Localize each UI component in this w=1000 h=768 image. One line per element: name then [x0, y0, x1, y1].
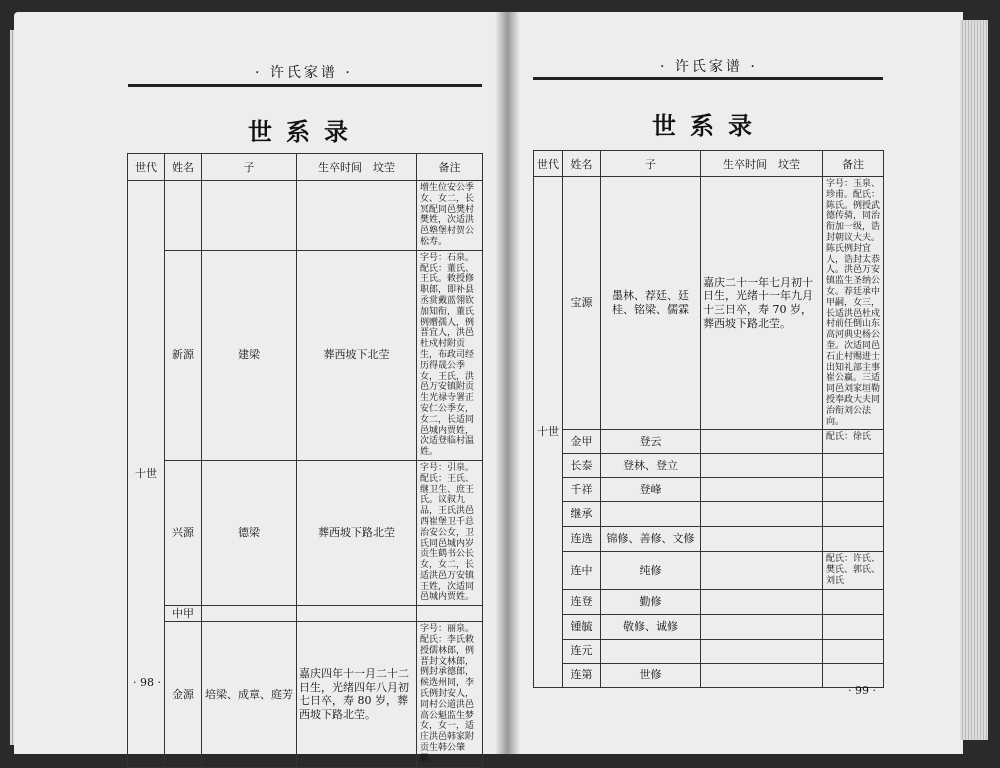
column-header: 姓名 — [165, 154, 202, 181]
page-edges-right — [960, 20, 988, 740]
note-cell — [823, 639, 884, 663]
name-cell: 宝源 — [563, 177, 601, 430]
sons-cell: 敬修、诚修 — [601, 614, 701, 639]
name-cell: 继承 — [563, 502, 601, 527]
note-cell — [823, 454, 884, 478]
table-row — [534, 663, 884, 687]
sons-cell: 纯修 — [601, 552, 701, 589]
table-row — [534, 454, 884, 478]
table-row — [534, 177, 884, 430]
name-cell: 连第 — [563, 663, 601, 687]
name-cell: 连元 — [563, 639, 601, 663]
life-cell — [701, 589, 823, 614]
table-row — [534, 614, 884, 639]
life-cell: 葬西坡下路北茔 — [297, 460, 417, 605]
life-cell — [701, 552, 823, 589]
table-row — [534, 430, 884, 454]
table-row — [534, 502, 884, 527]
column-header: 子 — [202, 154, 297, 181]
sons-cell: 培梁、成章、庭芳 — [202, 622, 297, 767]
note-cell: 配氏：许氏、樊氏、郭氏、刘氏 — [823, 552, 884, 589]
right-running-header: · 许氏家谱 · — [660, 59, 758, 75]
name-cell: 千祥 — [563, 478, 601, 502]
sons-cell: 墨林、荐廷、廷桂、铭梁、儒霖 — [601, 177, 701, 430]
name-cell: 锺毓 — [563, 614, 601, 639]
column-header: 子 — [601, 151, 701, 177]
left-lineage-table — [127, 153, 483, 768]
sons-cell: 登峰 — [601, 478, 701, 502]
sons-cell — [601, 502, 701, 527]
note-cell — [823, 589, 884, 614]
sons-cell — [601, 639, 701, 663]
life-cell — [701, 454, 823, 478]
table-row — [128, 250, 483, 460]
life-cell: 嘉庆二十一年七月初十日生，光绪十一年九月十三日卒，寿 70 岁，葬西坡下路北茔。 — [701, 177, 823, 430]
sons-cell: 世修 — [601, 663, 701, 687]
sons-cell: 德梁 — [202, 460, 297, 605]
right-page-title: 世系录 — [652, 111, 766, 140]
life-cell — [701, 527, 823, 552]
left-page-title: 世系录 — [248, 117, 362, 146]
table-row — [534, 639, 884, 663]
name-cell: 中甲 — [165, 606, 202, 622]
note-cell — [823, 614, 884, 639]
life-cell — [701, 502, 823, 527]
book-gutter — [495, 12, 520, 754]
name-cell: 连登 — [563, 589, 601, 614]
sons-cell — [202, 181, 297, 251]
note-cell: 增生位安公季女、女二，长冥配同邑樊村樊姓，次适洪邑塾堡村贺公松寿。 — [417, 181, 483, 251]
name-cell: 金甲 — [563, 430, 601, 454]
note-cell: 配氏：徐氏 — [823, 430, 884, 454]
column-header: 备注 — [417, 154, 483, 181]
life-cell — [701, 663, 823, 687]
note-cell — [823, 527, 884, 552]
column-header: 备注 — [823, 151, 884, 177]
table-row — [534, 527, 884, 552]
life-cell: 嘉庆四年十一月二十二日生，光绪四年八月初七日卒，寿 80 岁，葬西坡下路北茔。 — [297, 622, 417, 767]
column-header: 世代 — [534, 151, 563, 177]
life-cell — [701, 614, 823, 639]
name-cell: 长泰 — [563, 454, 601, 478]
sons-cell: 登云 — [601, 430, 701, 454]
sons-cell: 建梁 — [202, 250, 297, 460]
life-cell — [701, 430, 823, 454]
table-row — [128, 622, 483, 767]
name-cell — [165, 181, 202, 251]
table-row — [534, 589, 884, 614]
generation-cell: 十世 — [534, 177, 563, 688]
note-cell: 字号：丽泉。配氏：李氏敕授儒林郎，例晋封文林郎，例封承德郎，候选州同，李氏例封安人，同村公道洪邑高公魁监生梦女，女一，适庄洪邑韩家附贡生韩公肇鹏。 — [417, 622, 483, 767]
generation-cell: 十世 — [128, 181, 165, 768]
left-page-number: · 98 · — [133, 676, 161, 689]
life-cell: 葬西坡下北茔 — [297, 250, 417, 460]
table-row — [534, 552, 884, 589]
left-header-rule — [128, 84, 482, 87]
sons-cell: 锦修、善修、文修 — [601, 527, 701, 552]
life-cell — [297, 181, 417, 251]
column-header: 世代 — [128, 154, 165, 181]
name-cell: 连中 — [563, 552, 601, 589]
note-cell — [417, 606, 483, 622]
sons-cell — [202, 606, 297, 622]
name-cell: 兴源 — [165, 460, 202, 605]
note-cell: 字号：玉泉、珍甫。配氏：陈氏。例授武德传骑，同治衔加一级，诰封朝议大夫。陈氏例封宜人，诰封太恭人。洪邑万安镇监生圣纳公女。荐廷承中甲嗣，女三，长适洪邑杜戍村前任倒山东高河典史杨公奎。次适同邑石止村赐进士出知礼部主事崔公赢。三适同邑刘家垣勒授奉政大夫同治衔刘公法向。 — [823, 177, 884, 430]
note-cell: 字号：引泉。配氏：王氏、继卫生、庶王氏。议叙九品，王氏洪邑西崔堡卫千总治安公女，卫氏同邑城内岁贡生鹤书公长女，女二，长适洪邑万安镇王姓，次适同邑城内贾姓。 — [417, 460, 483, 605]
table-row — [128, 460, 483, 605]
name-cell: 新源 — [165, 250, 202, 460]
column-header: 姓名 — [563, 151, 601, 177]
name-cell: 连选 — [563, 527, 601, 552]
name-cell: 金源 — [165, 622, 202, 767]
sons-cell: 勤修 — [601, 589, 701, 614]
sons-cell: 登林、登立 — [601, 454, 701, 478]
column-header: 生卒时间 坟茔 — [297, 154, 417, 181]
right-page-number: · 99 · — [848, 684, 876, 697]
life-cell — [297, 606, 417, 622]
table-row — [128, 181, 483, 251]
table-row — [128, 606, 483, 622]
column-header: 生卒时间 坟茔 — [701, 151, 823, 177]
life-cell — [701, 639, 823, 663]
right-header-rule — [533, 77, 883, 80]
table-row — [534, 478, 884, 502]
note-cell: 字号：石泉。配氏：董氏、王氏。敕授修职郎，即补县丞赏戴蓝翎钦加知衔，董氏例赠孺人，例晋宜人，洪邑杜戍村附贡生，布政司经历得晟公季女，王氏，洪邑万安镇附贡生光禄寺署正安仁公季女，女二，长适同邑城内贾姓，次适登临村温姓。 — [417, 250, 483, 460]
left-running-header: · 许氏家谱 · — [255, 65, 353, 81]
right-lineage-table — [533, 150, 884, 688]
note-cell — [823, 502, 884, 527]
note-cell — [823, 478, 884, 502]
life-cell — [701, 478, 823, 502]
